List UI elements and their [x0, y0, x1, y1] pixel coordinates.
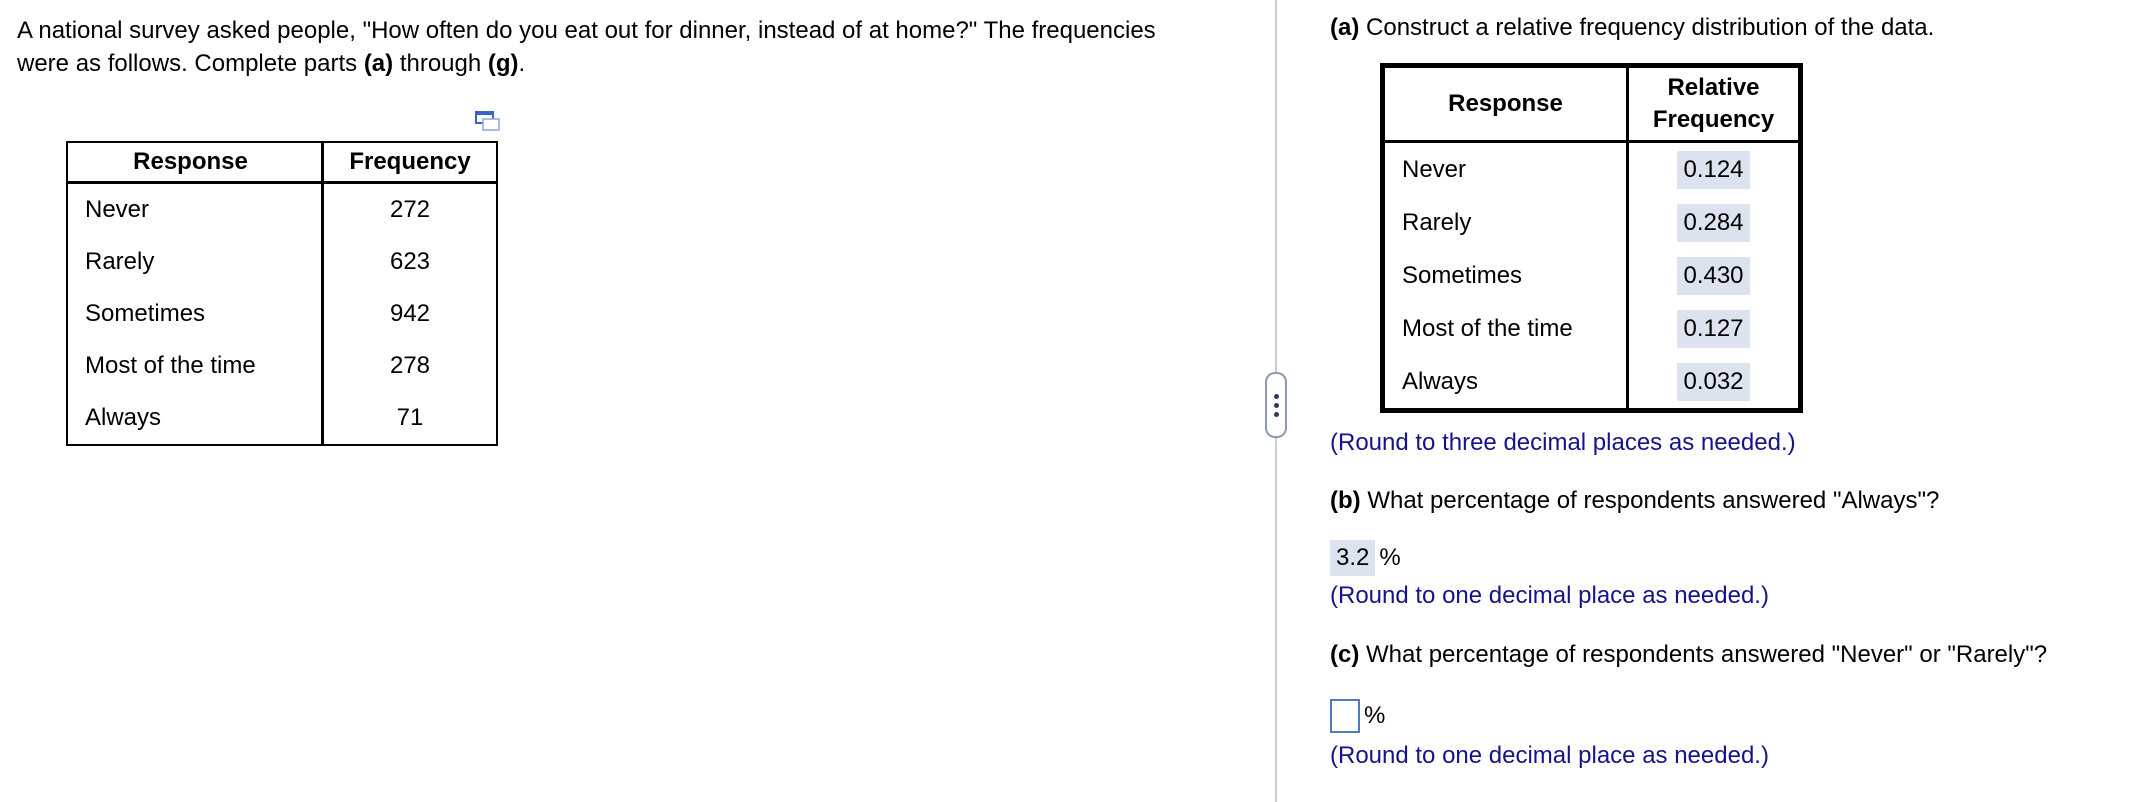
column-header-relative-frequency — [1628, 66, 1801, 142]
relative-frequency-cell — [1628, 196, 1801, 249]
part-b-label: (b) — [1330, 487, 1361, 514]
part-c-prompt — [1330, 640, 2047, 670]
response-cell: Rarely — [1402, 208, 1472, 236]
frequency-cell: 942 — [323, 288, 498, 340]
table-row — [1383, 249, 1801, 302]
intro-text: A national survey asked people, "How often do you eat out for dinner, instead of at home?" The frequencies were as follows. Complete parts — [17, 17, 1156, 77]
handle-dot — [1274, 403, 1279, 408]
part-c-text: What percentage of respondents answered "Never" or "Rarely"? — [1359, 641, 2048, 668]
table-row — [67, 392, 497, 445]
part-a-text: Construct a relative frequency distribution of the data. — [1359, 14, 1935, 41]
part-b-answer-field[interactable]: 3.2 — [1330, 540, 1375, 576]
part-c-answer-input[interactable] — [1330, 699, 1360, 733]
part-a-label: (a) — [1330, 14, 1360, 41]
relative-frequency-table — [1380, 63, 1803, 413]
part-b-prompt — [1330, 486, 1939, 516]
relative-frequency-cell — [1628, 302, 1801, 355]
relative-frequency-cell — [1628, 355, 1801, 411]
response-cell: Sometimes — [67, 288, 323, 340]
part-b-answer-row — [1330, 538, 1401, 578]
response-cell: Most of the time — [67, 340, 323, 392]
table-row — [67, 236, 497, 288]
response-cell: Always — [1402, 367, 1479, 395]
relative-frequency-cell — [1628, 142, 1801, 197]
relative-frequency-header — [1383, 66, 1801, 142]
answer-field[interactable]: 0.032 — [1677, 363, 1749, 401]
frequency-cell: 272 — [323, 183, 498, 237]
response-cell: Most of the time — [1402, 314, 1573, 342]
response-cell: Never — [1402, 155, 1467, 183]
intro-part-a-label: (a) — [363, 50, 394, 77]
answer-field[interactable]: 0.124 — [1677, 151, 1749, 189]
part-b-hint: (Round to one decimal place as needed.) — [1330, 582, 1769, 609]
relative-frequency-cell — [1628, 249, 1801, 302]
frequency-cell: 71 — [323, 392, 498, 445]
answer-field[interactable]: 0.284 — [1677, 204, 1749, 242]
part-b-text: What percentage of respondents answered "Always"? — [1360, 487, 1940, 514]
handle-dot — [1274, 412, 1279, 417]
table-row — [1383, 196, 1801, 249]
response-cell: Always — [67, 392, 323, 445]
answer-field[interactable]: 0.430 — [1677, 257, 1749, 295]
column-header-frequency: Frequency — [323, 142, 498, 183]
response-cell: Sometimes — [1402, 261, 1523, 289]
answer-field[interactable]: 0.127 — [1677, 310, 1749, 348]
part-a-prompt — [1330, 13, 1934, 43]
intro-part-g-label: (g) — [487, 50, 519, 77]
part-c-answer-row — [1330, 699, 1385, 733]
frequency-cell: 623 — [323, 236, 498, 288]
table-row — [67, 183, 497, 237]
header-line-frequency: Frequency — [1652, 106, 1775, 133]
table-row — [67, 288, 497, 340]
part-c-label: (c) — [1330, 641, 1360, 668]
percent-unit: % — [1379, 544, 1401, 571]
column-header-response: Response — [67, 142, 323, 183]
answer-panel — [1330, 0, 2150, 802]
copy-data-icon[interactable] — [475, 110, 501, 132]
part-c-hint: (Round to one decimal place as needed.) — [1330, 742, 1769, 769]
frequency-cell: 278 — [323, 340, 498, 392]
response-cell: Rarely — [67, 236, 323, 288]
table-row — [1383, 142, 1801, 197]
frequency-table-header — [67, 142, 497, 183]
handle-dot — [1274, 394, 1279, 399]
header-line-relative: Relative — [1667, 74, 1760, 101]
table-row — [67, 340, 497, 392]
question-intro — [17, 14, 1197, 80]
frequency-table — [66, 141, 498, 446]
column-header-response: Response — [1383, 66, 1628, 142]
table-row — [1383, 302, 1801, 355]
intro-text-through: through — [393, 50, 488, 77]
table-row — [1383, 355, 1801, 411]
part-a-hint: (Round to three decimal places as needed.) — [1330, 429, 1796, 456]
intro-period: . — [518, 50, 526, 77]
percent-unit: % — [1364, 702, 1386, 729]
panel-resize-handle[interactable] — [1265, 372, 1287, 438]
response-cell: Never — [67, 183, 323, 237]
